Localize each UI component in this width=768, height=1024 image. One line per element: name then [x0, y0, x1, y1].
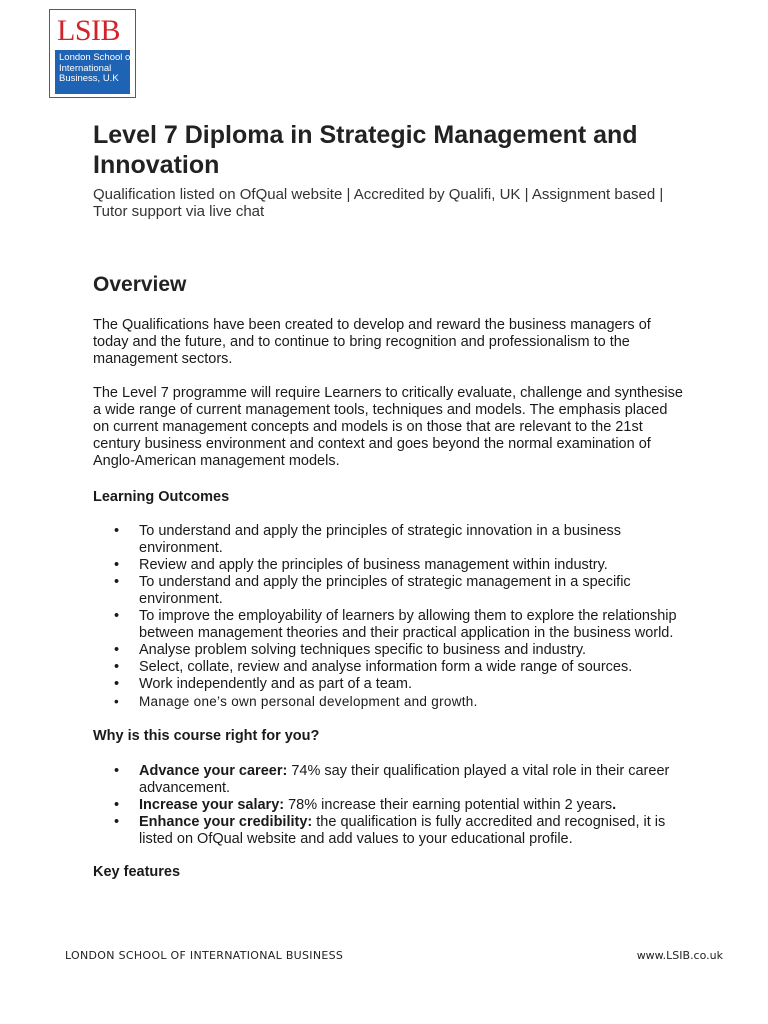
bullet-icon: •: [114, 694, 120, 709]
list-item-text: Manage one’s own personal development and growth.: [139, 694, 478, 709]
logo-school-name: [55, 50, 133, 94]
list-item: [93, 763, 683, 797]
list-item-text: To improve the employability of learners by allowing them to explore the relationship: [139, 608, 677, 624]
list-item-text: Select, collate, review and analyse information form a wide range of sources.: [139, 659, 633, 675]
overview-paragraph: The Qualifications have been created to develop and reward the business managers of today and the future, and to continue to bring recognition and professionalism to the management sectors.: [93, 317, 651, 367]
list-item: [93, 523, 683, 557]
list-item-continuation: [93, 625, 683, 642]
page-title: Level 7 Diploma in Strategic Management and Innovation: [93, 121, 638, 179]
learning-outcomes-heading: Learning Outcomes: [93, 489, 230, 505]
list-item: [93, 797, 683, 814]
list-item-text: between management theories and their practical application in the business world.: [139, 625, 674, 641]
bullet-icon: •: [114, 608, 120, 624]
logo-line: Business, U.K: [59, 73, 119, 84]
list-item-text: 74% say their qualification played a vital role in their career advancement.: [139, 763, 670, 796]
bullet-icon: •: [114, 557, 120, 573]
list-item: [93, 676, 683, 693]
list-item-label: Enhance your credibility:: [139, 814, 313, 830]
bullet-icon: •: [114, 814, 120, 830]
logo-wordmark: LSIB: [57, 14, 121, 47]
list-item: [93, 608, 683, 625]
logo-line: London School of: [59, 52, 133, 63]
logo-line: International: [59, 62, 112, 74]
list-item-text: To understand and apply the principles of strategic innovation in a business environment.: [139, 523, 622, 556]
bullet-icon: •: [114, 676, 120, 692]
overview-paragraph: The Level 7 programme will require Learners to critically evaluate, challenge and synthesise a wide range of current management tools, techniques and models. The emphasis placed on current management concepts and models is on those that are relevant to the 21st century business environment and context and goes beyond the normal examination of Anglo-American management models.: [93, 385, 683, 469]
lsib-logo: [49, 9, 136, 98]
list-item-label: Increase your salary:: [139, 797, 285, 813]
footer-school-name: LONDON SCHOOL OF INTERNATIONAL BUSINESS: [65, 949, 344, 962]
bullet-icon: •: [114, 523, 120, 539]
learning-outcomes-list: [93, 523, 683, 710]
list-item-text: Work independently and as part of a team.: [139, 676, 412, 692]
why-course-heading: Why is this course right for you?: [93, 728, 320, 744]
footer-website-link[interactable]: www.LSIB.co.uk: [636, 949, 723, 962]
list-item-label: Advance your career:: [139, 763, 288, 779]
why-course-list: [93, 763, 683, 848]
list-item: [93, 574, 683, 608]
list-item: [93, 659, 683, 676]
list-item: [93, 814, 683, 848]
list-item-text: Analyse problem solving techniques specific to business and industry.: [139, 642, 587, 658]
page-subtitle: Qualification listed on OfQual website | Accredited by Qualifi, UK | Assignment based | Tutor support via live chat: [93, 186, 664, 220]
bullet-icon: •: [114, 642, 120, 658]
bullet-icon: •: [114, 574, 120, 590]
list-item-text: Review and apply the principles of business management within industry.: [139, 557, 608, 573]
list-item: [93, 693, 683, 710]
document-body: [93, 120, 683, 881]
bullet-icon: •: [114, 763, 120, 779]
list-item: [93, 557, 683, 574]
bullet-icon: •: [114, 659, 120, 675]
list-item-text: To understand and apply the principles of strategic management in a specific environment.: [139, 574, 631, 607]
overview-heading: Overview: [93, 273, 187, 296]
list-item-text: the qualification is fully accredited and recognised, it is listed on OfQual website and add values to your educational profile.: [139, 814, 666, 847]
key-features-heading: Key features: [93, 864, 181, 880]
bullet-icon: •: [114, 797, 120, 813]
list-item: [93, 642, 683, 659]
list-item-text: 78% increase their earning potential within 2 years: [284, 797, 613, 813]
list-item-tail: .: [612, 797, 617, 813]
